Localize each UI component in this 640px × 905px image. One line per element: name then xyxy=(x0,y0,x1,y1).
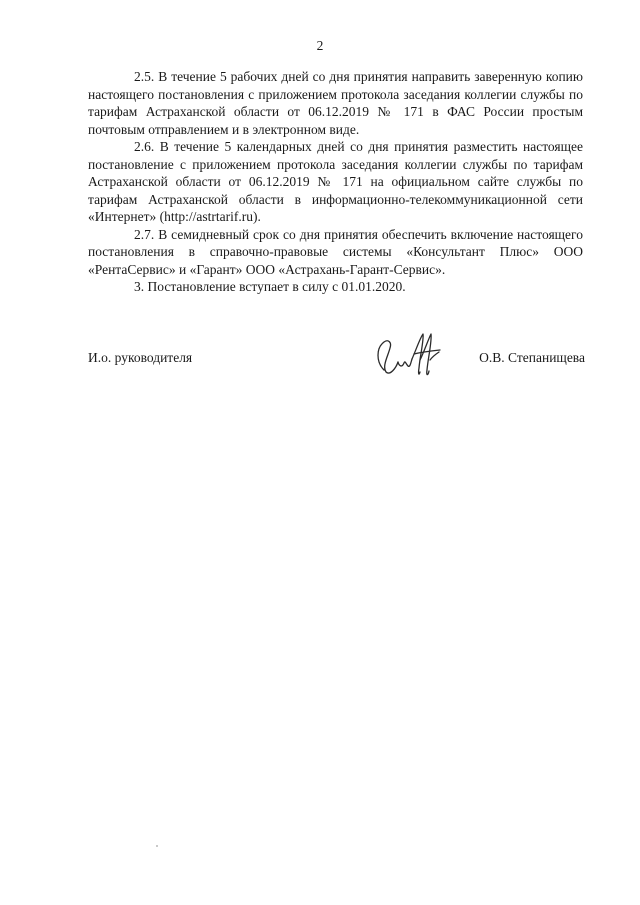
paragraph-2-5: 2.5. В течение 5 рабочих дней со дня принятия направить заверенную копию настоящего постановления с приложением протокола заседания коллегии службы по тарифам Астраханской области от 06.12.2019 № 171 в ФАС России простым почтовым отправлением и в электронном виде. xyxy=(88,69,583,137)
page-number: 2 xyxy=(316,38,324,53)
signer-position: И.о. руководителя xyxy=(88,350,193,365)
paragraph-2-6: 2.6. В течение 5 календарных дней со дня принятия разместить настоящее постановление с приложением протокола заседания коллегии службы по тарифам Астраханской области от 06.12.2019 № 171 на официальном сайте службы по тарифам Астраханской области в информационно-телекоммуникационной сети «Интернет» (http://astrtarif.ru). xyxy=(88,139,583,224)
signature-block xyxy=(88,330,585,390)
paragraph-3: 3. Постановление вступает в силу с 01.01.2020. xyxy=(134,279,406,294)
handwritten-signature xyxy=(370,330,448,382)
paragraph-2-7: 2.7. В семидневный срок со дня принятия обеспечить включение настоящего постановления в справочно-правовые системы «Консультант Плюс» ООО «РентаСервис» и «Гарант» ООО «Астрахань-Гарант-Сервис». xyxy=(88,226,583,277)
scan-speck xyxy=(156,845,158,847)
signer-name: О.В. Степанищева xyxy=(479,350,585,365)
document-body xyxy=(88,68,583,296)
